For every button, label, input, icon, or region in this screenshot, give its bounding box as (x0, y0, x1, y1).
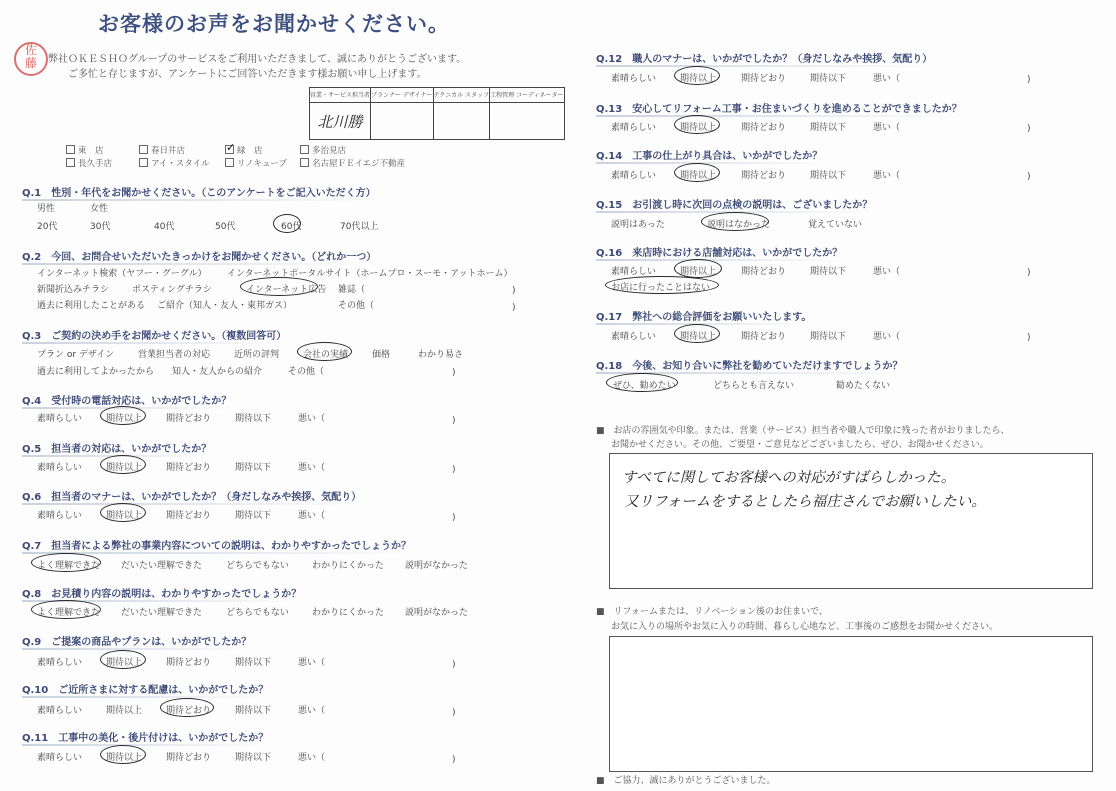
answer-circle (31, 553, 101, 572)
q8-opt-well[interactable]: よく理解できた (37, 608, 101, 618)
q4-rating-below[interactable]: 期待以下 (235, 414, 272, 424)
q16-rating-bad-close: ) (1027, 268, 1031, 278)
q9-rating-excellent[interactable]: 素晴らしい (37, 658, 83, 668)
q5-rating-expected[interactable]: 期待どおり (166, 463, 212, 473)
q4-rating-excellent[interactable]: 素晴らしい (37, 414, 83, 424)
q5-rating-excellent[interactable]: 素晴らしい (37, 463, 83, 473)
store-i-style[interactable]: アイ・スタイル (139, 157, 210, 169)
answer-circle (160, 698, 214, 717)
q14-rating-bad-close: ) (1027, 172, 1031, 182)
q10-rating-below[interactable]: 期待以下 (235, 706, 272, 716)
q7-opt-well[interactable]: よく理解できた (37, 561, 101, 571)
q13-rating-bad-close: ) (1027, 124, 1031, 134)
q11-rating-below[interactable]: 期待以下 (235, 753, 272, 763)
answer-circle (674, 259, 722, 278)
q8-opt-none[interactable]: 説明がなかった (405, 608, 469, 618)
q3-opt-friend[interactable]: 知人・友人からの紹介 (172, 367, 263, 377)
q14-title: Q.14 工事の仕上がり具合は、いかがでしたか？ (596, 147, 822, 164)
comment2-prompt-2: お気に入りの場所やお気に入りの時間、暮らし心地など、工事後のご感想をお聞かせください。 (611, 622, 999, 632)
q14-rating-above[interactable]: 期待以上 (680, 171, 717, 181)
checkbox-icon (66, 158, 75, 167)
q9-rating-above[interactable]: 期待以上 (106, 658, 143, 668)
answer-circle (100, 455, 146, 474)
q1-age-60s[interactable]: 60代 (281, 222, 302, 232)
store-kasugai[interactable]: 春日井店 (139, 144, 185, 156)
staff-value-technical[interactable] (433, 103, 490, 140)
q13-rating-below[interactable]: 期待以下 (810, 123, 847, 133)
q16-opt-never-visited[interactable]: お店に行ったことはない (611, 283, 711, 293)
comment1-answer-2: 又リフォームをするとしたら福庄さんでお願いしたい。 (624, 494, 986, 510)
q12-rating-expected[interactable]: 期待どおり (741, 74, 787, 84)
q4-rating-above[interactable]: 期待以上 (106, 414, 143, 424)
q8-opt-mostly[interactable]: だいたい理解できた (121, 608, 203, 618)
q10-rating-bad[interactable]: 悪い（ (298, 706, 326, 716)
q6-rating-bad-close: ) (452, 513, 456, 523)
q16-rating-expected[interactable]: 期待どおり (741, 267, 787, 277)
store-nagakute[interactable]: 長久手店 (66, 157, 112, 169)
checkbox-icon (139, 145, 148, 154)
q13-rating-expected[interactable]: 期待どおり (741, 123, 787, 133)
q9-rating-below[interactable]: 期待以下 (235, 658, 272, 668)
q9-title: Q.9 ご提案の商品やプランは、いかがでしたか？ (22, 633, 251, 650)
q8-title: Q.8 お見積り内容の説明は、わかりやすかったでしょうか？ (22, 585, 301, 602)
q12-rating-above[interactable]: 期待以上 (680, 74, 717, 84)
answer-circle (297, 342, 352, 361)
q3-opt-plan[interactable]: プラン or デザイン (37, 350, 115, 360)
q10-rating-above[interactable]: 期待以上 (106, 706, 143, 716)
q11-rating-bad-close: ) (452, 755, 456, 765)
q12-rating-below[interactable]: 期待以下 (810, 74, 847, 84)
q1-gender-male[interactable]: 男性 (37, 204, 56, 214)
staff-value-planner[interactable] (371, 103, 434, 140)
q10-rating-expected[interactable]: 期待どおり (166, 706, 212, 716)
q4-rating-expected[interactable]: 期待どおり (166, 414, 212, 424)
comment1-prompt-1: ■ お店の雰囲気や印象。または、営業（サービス）担当者や職人で印象に残った者がおりましたら、 (596, 426, 1010, 436)
q1-gender-female[interactable]: 女性 (90, 204, 109, 214)
q8-opt-neutral[interactable]: どちらでもない (226, 608, 289, 618)
staff-header-technical: テクニカル スタッフ (433, 88, 490, 103)
q14-rating-below[interactable]: 期待以下 (810, 171, 847, 181)
q12-rating-excellent[interactable]: 素晴らしい (611, 74, 657, 84)
q18-opt-neutral[interactable]: どちらとも言えない (713, 381, 795, 391)
q1-age-70s[interactable]: 70代以上 (340, 222, 379, 232)
q1-title: Q.1 性別・年代をお聞かせください。（このアンケートをご記入いただく方） (22, 184, 376, 201)
comment1-textbox[interactable] (609, 453, 1093, 589)
answer-circle (701, 212, 769, 231)
checkbox-icon (300, 145, 309, 154)
answer-circle (100, 503, 146, 522)
staff-value-coordinator[interactable] (490, 103, 564, 140)
q2-opt-referral[interactable]: ご紹介（知人・友人・東邦ガス） (157, 301, 293, 311)
comment1-prompt-2: お聞かせください。その他、ご要望・ご意見などございましたら、ぜひ、お聞かせください。 (611, 440, 989, 450)
staff-header-sales: 営業・サービス担当者 (310, 88, 371, 103)
q14-rating-expected[interactable]: 期待どおり (741, 171, 787, 181)
seal-stamp: 佐 藤 (14, 42, 48, 76)
comment2-textbox[interactable] (609, 636, 1093, 772)
q3-title: Q.3 ご契約の決め手をお聞かせください。（複数回答可） (22, 327, 286, 344)
q13-rating-above[interactable]: 期待以上 (680, 123, 717, 133)
q2-opt-magazine-close: ) (512, 286, 516, 296)
q7-opt-neutral[interactable]: どちらでもない (226, 561, 289, 571)
q4-rating-bad-close: ) (452, 416, 456, 426)
q2-opt-newspaper[interactable]: 新聞折込みチラシ (37, 285, 110, 295)
answer-circle (674, 324, 720, 343)
q17-rating-bad[interactable]: 悪い（ (873, 332, 901, 342)
answer-circle (674, 163, 720, 182)
q5-title: Q.5 担当者の対応は、いかがでしたか？ (22, 440, 211, 457)
answer-circle (100, 406, 146, 425)
q17-rating-excellent[interactable]: 素晴らしい (611, 332, 657, 342)
q6-rating-above[interactable]: 期待以上 (106, 511, 143, 521)
q7-opt-mostly[interactable]: だいたい理解できた (121, 561, 203, 571)
checkbox-icon (225, 158, 234, 167)
q17-title: Q.17 弊社への総合評価をお願いいたします。 (596, 308, 811, 325)
q17-rating-below[interactable]: 期待以下 (810, 332, 847, 342)
checkbox-icon (300, 158, 309, 167)
intro-line-1: 弊社ＯＫＥＳＨＯグループのサービスをご利用いただきまして、誠にありがとうございます。 (48, 54, 467, 65)
q7-opt-hard[interactable]: わかりにくかった (312, 561, 385, 571)
q1-age-50s[interactable]: 50代 (215, 222, 236, 232)
q15-title: Q.15 お引渡し時に次回の点検の説明は、ございましたか？ (596, 196, 872, 213)
q12-title: Q.12 職人のマナーは、いかがでしたか？（身だしなみや挨拶、気配り） (596, 50, 932, 67)
q16-title: Q.16 来店時における店舗対応は、いかがでしたか？ (596, 244, 842, 261)
q10-rating-excellent[interactable]: 素晴らしい (37, 706, 83, 716)
q12-rating-bad-close: ) (1027, 75, 1031, 85)
q16-rating-below[interactable]: 期待以下 (810, 267, 847, 277)
q10-title: Q.10 ご近所さまに対する配慮は、いかがでしたか？ (22, 681, 268, 698)
q15-opt-yes[interactable]: 説明はあった (611, 220, 665, 230)
q2-opt-other[interactable]: その他（ (338, 301, 375, 311)
q2-opt-portal[interactable]: インターネットポータルサイト（ホームプロ・スーモ・アットホーム） (227, 269, 513, 279)
answer-circle (674, 66, 720, 85)
answer-circle (606, 373, 678, 392)
q6-title: Q.6 担当者のマナーは、いかがでしたか？（身だしなみや挨拶、気配り） (22, 488, 361, 505)
q13-title: Q.13 安心してリフォーム工事・お住まいづくりを進めることができましたか？ (596, 100, 962, 117)
q18-opt-yes[interactable]: ぜひ、勧めたい (613, 381, 676, 391)
q7-title: Q.7 担当者による弊社の事業内容についての説明は、わかりやすかったでしょうか？ (22, 537, 411, 554)
q3-opt-track-record[interactable]: 会社の実績 (303, 350, 349, 360)
store-tajimi[interactable]: 多治見店 (300, 144, 346, 156)
q5-rating-above[interactable]: 期待以上 (106, 463, 143, 473)
q11-rating-excellent[interactable]: 素晴らしい (37, 753, 83, 763)
q6-rating-bad[interactable]: 悪い（ (298, 511, 326, 521)
q4-rating-bad[interactable]: 悪い（ (298, 414, 326, 424)
staff-header-coordinator: 工程管理 コーディネーター (490, 88, 564, 103)
checkbox-icon (66, 145, 75, 154)
q2-opt-web-ad[interactable]: インターネット広告 (246, 285, 327, 295)
q14-rating-bad[interactable]: 悪い（ (873, 171, 901, 181)
q16-rating-above[interactable]: 期待以上 (680, 267, 717, 277)
q2-opt-magazine[interactable]: 雑誌（ (338, 285, 366, 295)
store-renocube[interactable]: リノキューブ (225, 157, 287, 169)
q14-rating-excellent[interactable]: 素晴らしい (611, 171, 657, 181)
q6-rating-expected[interactable]: 期待どおり (166, 511, 212, 521)
q5-rating-bad[interactable]: 悪い（ (298, 463, 326, 473)
q3-opt-clarity[interactable]: わかり易さ (418, 350, 464, 360)
q1-age-20s[interactable]: 20代 (37, 222, 58, 232)
q11-rating-expected[interactable]: 期待どおり (166, 753, 212, 763)
q1-age-40s[interactable]: 40代 (154, 222, 175, 232)
q2-opt-other-close: ) (512, 303, 516, 313)
q13-rating-bad[interactable]: 悪い（ (873, 123, 901, 133)
store-midori[interactable]: ✓ 緑 店 (226, 141, 263, 156)
checkbox-icon (139, 158, 148, 167)
q17-rating-bad-close: ) (1027, 333, 1031, 343)
q5-rating-bad-close: ) (452, 465, 456, 475)
q7-opt-none[interactable]: 説明がなかった (405, 561, 469, 571)
q18-title: Q.18 今後、お知り合いに弊社を勧めていただけますでしょうか？ (596, 357, 903, 374)
store-real-estate[interactable]: 名古屋ＦＥイエジ不動産 (300, 157, 405, 169)
answer-circle (273, 214, 301, 233)
staff-value-sales[interactable]: 北川勝 (310, 103, 371, 140)
q2-opt-search[interactable]: インターネット検索（ヤフー・グーグル） (37, 269, 207, 279)
q15-opt-forgot[interactable]: 覚えていない (808, 220, 863, 230)
q10-rating-bad-close: ) (452, 708, 456, 718)
intro-line-2: ご多忙と存じますが、アンケートにご回答いただきます様お願い申し上げます。 (68, 69, 427, 80)
q3-opt-past-use[interactable]: 過去に利用してよかったから (37, 367, 155, 377)
q16-rating-excellent[interactable]: 素晴らしい (611, 267, 657, 277)
q9-rating-bad[interactable]: 悪い（ (298, 658, 326, 668)
footer-thanks: ■ ご協力、誠にありがとうございました。 (596, 776, 776, 786)
q17-rating-above[interactable]: 期待以上 (680, 332, 717, 342)
q3-opt-sales[interactable]: 営業担当者の対応 (138, 350, 211, 360)
answer-circle (674, 115, 720, 134)
staff-table (309, 87, 565, 140)
q9-rating-bad-close: ) (452, 660, 456, 670)
q4-title: Q.4 受付時の電話対応は、いかがでしたか？ (22, 392, 231, 409)
q3-opt-price[interactable]: 価格 (372, 350, 391, 360)
q2-opt-past-use[interactable]: 過去に利用したことがある (37, 301, 146, 311)
answer-circle (31, 600, 101, 619)
q1-age-30s[interactable]: 30代 (90, 222, 111, 232)
q18-opt-no[interactable]: 勧めたくない (836, 381, 891, 391)
answer-circle (100, 745, 146, 764)
q3-opt-other-close: ) (452, 368, 456, 378)
q3-opt-other[interactable]: その他（ (288, 367, 325, 377)
q6-rating-excellent[interactable]: 素晴らしい (37, 511, 83, 521)
q2-title: Q.2 今回、お問合せいただいたきっかけをお聞かせください。（どれか一つ） (22, 248, 376, 265)
q11-title: Q.11 工事中の美化・後片付けは、いかがでしたか？ (22, 729, 268, 746)
q3-opt-reputation[interactable]: 近所の評判 (234, 350, 280, 360)
q8-opt-hard[interactable]: わかりにくかった (312, 608, 385, 618)
q13-rating-excellent[interactable]: 素晴らしい (611, 123, 657, 133)
answer-circle (100, 650, 146, 669)
store-higashi[interactable]: 東 店 (66, 144, 104, 156)
comment1-answer-1: すべてに関してお客様への対応がすばらしかった。 (622, 470, 956, 486)
q15-opt-no[interactable]: 説明はなかった (707, 220, 771, 230)
answer-circle (240, 277, 318, 296)
checked-checkbox-icon: ✓ (226, 141, 236, 154)
q2-opt-posting[interactable]: ポスティングチラシ (132, 285, 212, 295)
q9-rating-expected[interactable]: 期待どおり (166, 658, 212, 668)
q6-rating-below[interactable]: 期待以下 (235, 511, 272, 521)
comment2-prompt-1: ■ リフォームまたは、リノベーション後のお住まいで、 (596, 607, 828, 617)
page-title: お客様のお声をお聞かせください。 (98, 12, 450, 36)
staff-header-planner: プランナー デザイナー (371, 88, 434, 103)
q5-rating-below[interactable]: 期待以下 (235, 463, 272, 473)
q16-rating-bad[interactable]: 悪い（ (873, 267, 901, 277)
q11-rating-above[interactable]: 期待以上 (106, 753, 143, 763)
q17-rating-expected[interactable]: 期待どおり (741, 332, 787, 342)
q11-rating-bad[interactable]: 悪い（ (298, 753, 326, 763)
q12-rating-bad[interactable]: 悪い（ (873, 74, 901, 84)
answer-circle (605, 276, 719, 294)
